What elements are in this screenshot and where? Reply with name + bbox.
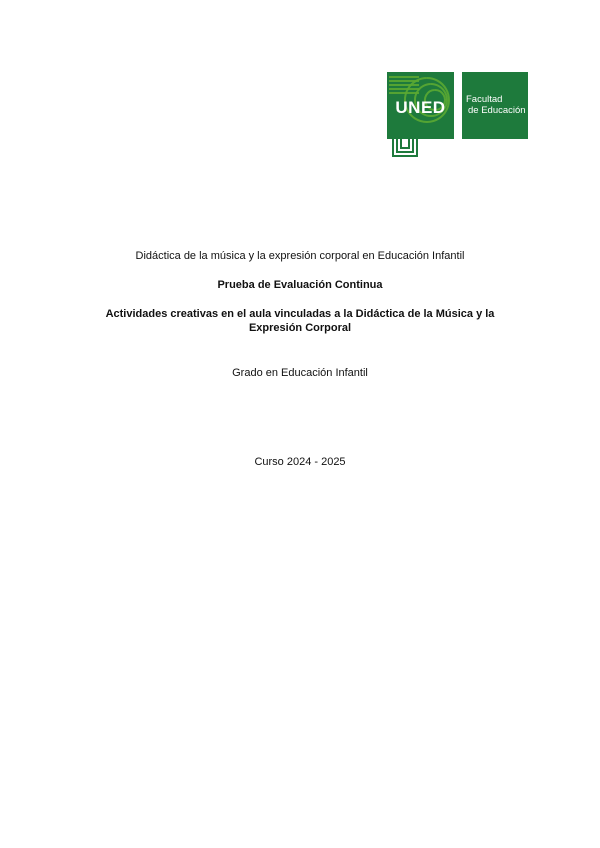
faculty-name-line2: de Educación: [468, 105, 526, 116]
uned-wordmark: UNED: [395, 98, 446, 117]
activity-title-line2: Expresión Corporal: [248, 322, 352, 334]
university-logo: [387, 72, 528, 158]
academic-course: Curso 2024 - 2025: [254, 456, 346, 468]
degree-name: Grado en Educación Infantil: [232, 367, 368, 379]
uned-logo-icon: [387, 72, 454, 158]
activity-title-line1: Actividades creativas en el aula vinculadas a la Didáctica de la Música y la: [105, 308, 495, 320]
faculty-badge: [462, 72, 528, 139]
faculty-name-line1: Facultad: [466, 94, 503, 105]
activity-title: [0, 307, 600, 335]
subject-title: Didáctica de la música y la expresión corporal en Educación Infantil: [135, 250, 465, 262]
test-type: Prueba de Evaluación Continua: [217, 279, 383, 291]
